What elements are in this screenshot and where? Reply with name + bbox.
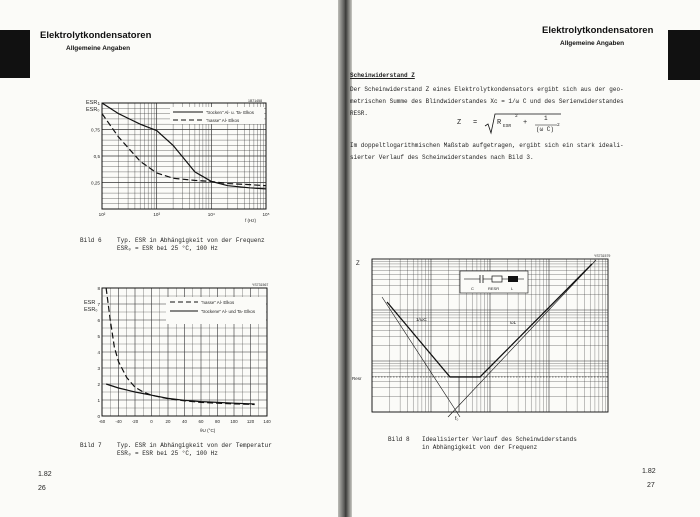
left-page (0, 0, 338, 517)
figure-7-xtick-label: 80 (215, 419, 220, 424)
figure-7-xtick-label: 120 (246, 419, 255, 424)
figure-6-caption-line-2: ESR₀ = ESR bei 25 °C, 100 Hz (117, 245, 218, 252)
paragraph-2-line-2: sierter Verlauf des Scheinwiderstandes nach Bild 3. (350, 154, 534, 161)
formula-term-r-exp: 2 (515, 114, 518, 119)
figure-7-ytick-label: 6 (97, 318, 100, 323)
figure-7-xtick-label: 60 (198, 419, 204, 424)
header-subtitle: Allgemeine Angaben (66, 45, 131, 52)
figure-7-corner-code: YS731567 (252, 283, 269, 287)
figure-8-chart (352, 252, 700, 427)
figure-7-xtick-label: 0 (150, 419, 153, 424)
section-title: Scheinwiderstand Z (350, 72, 415, 79)
paragraph-2-line-1: Im doppeltlogarithmischen Maßstab aufgetragen, ergibt sich ein stark ideali- (350, 142, 624, 149)
figure-7-ylabel-bottom: ESR₀ (84, 307, 98, 313)
figure-6-caption-line-1: Typ. ESR in Abhängigkeit von der Frequenz (117, 237, 265, 244)
figure-6-xtick-label: 10³ (153, 212, 160, 217)
figure-8-label-wl: ωL (510, 320, 517, 325)
figure-6-xtick-label: 10⁴ (207, 212, 215, 217)
figure-6-ylabel-top: ESR (86, 100, 98, 106)
figure-7-xlabel: ϑU (°C) (200, 428, 216, 433)
figure-7-ytick-label: 1 (97, 398, 100, 403)
header-subtitle: Allgemeine Angaben (560, 40, 625, 47)
figure-7-xtick-label: -20 (131, 419, 139, 424)
figure-8-f0-label: f₀ (455, 416, 459, 422)
figure-7-xtick-label: 100 (230, 419, 238, 424)
header-title: Elektrolytkondensatoren (40, 30, 152, 41)
figure-8-caption-line-2: in Abhängigkeit von der Frequenz (422, 444, 538, 451)
figure-6-chart (0, 95, 338, 225)
figure-6-ytick-label: 1 (97, 101, 100, 106)
paragraph-1-line-2: metrischen Summe des Blindwiderstandes Xc = 1/ω C und des Serienwiderstandes (350, 98, 624, 105)
paragraph-1-line-1: Der Scheinwiderstand Z eines Elektrolytkondensators ergibt sich aus der geo- (350, 86, 624, 93)
footer-page-number: 27 (647, 482, 655, 489)
figure-8-label-1-over-wc: 1/ωC (416, 317, 427, 322)
figure-7-legend-label-1: "nasse" Al- Elkos (201, 300, 235, 305)
figure-6-ylabel-bottom: ESR₀ (86, 107, 100, 113)
figure-7-xtick-label: 140 (263, 419, 271, 424)
paragraph-1-line-3: RESR. (350, 110, 369, 117)
figure-8-resr-label: Resr (352, 376, 362, 381)
figure-6-legend-label-1: "trocken" Al- u. Ta- Elkos (206, 110, 254, 115)
figure-6-ytick-label: 0,25 (91, 180, 100, 186)
figure-7-xtick-label: -40 (115, 419, 122, 424)
figure-8-y-label: Z (356, 261, 360, 267)
figure-6-ytick-label: 0,75 (91, 127, 100, 133)
figure-6-caption-label: Bild 6 (80, 237, 102, 244)
formula-denominator: (ω C) (536, 126, 555, 133)
figure-6-legend-label-2: "nasse" Al- Elkos (206, 118, 240, 123)
figure-7-caption-label: Bild 7 (80, 442, 102, 449)
figure-6-corner-code: 1B71458 (248, 99, 263, 103)
figure-7-ytick-label: 2 (97, 382, 100, 387)
figure-7-xtick-label: 40 (182, 419, 187, 424)
formula-numerator: 1 (544, 115, 548, 122)
figure-7-ytick-label: 8 (97, 286, 100, 291)
impedance-formula (457, 112, 577, 136)
figure-8-legend-c: C (471, 286, 474, 291)
figure-7-ytick-label: 0 (97, 414, 100, 419)
thumb-index-tab (668, 30, 700, 80)
figure-7-xtick-label: 20 (165, 419, 171, 424)
figure-7-ytick-label: 3 (97, 366, 100, 371)
figure-7-caption-line-2: ESR₀ = ESR bei 25 °C, 100 Hz (117, 450, 218, 457)
figure-7-ytick-label: 5 (97, 334, 100, 339)
figure-7-chart (0, 280, 338, 440)
figure-8-caption-line-1: Idealisierter Verlauf des Scheinwiderstands (422, 436, 577, 443)
figure-6-ytick-label: 0,5 (93, 154, 100, 159)
header-title: Elektrolytkondensatoren (542, 25, 654, 36)
figure-8-caption-label: Bild 8 (388, 436, 410, 443)
figure-7-xtick-label: -60 (98, 419, 106, 424)
thumb-index-tab (0, 30, 30, 78)
figure-7-ylabel-top: ESR (84, 300, 96, 306)
figure-7-legend-label-2: "trockene" Al- und Ta- Elkos (201, 309, 256, 314)
figure-6-xlabel: f (Hz) (245, 218, 256, 223)
formula-term-r-sub: ESR (503, 124, 512, 129)
formula-plus: + (523, 119, 528, 127)
figure-8-corner-code: YS731579 (594, 254, 611, 258)
formula-term-r: R (497, 119, 502, 127)
figure-7-ytick-label: 7 (97, 302, 100, 307)
formula-denominator-exp: 2 (557, 123, 560, 128)
figure-6-series-wet (102, 114, 266, 186)
formula-equals: = (473, 119, 478, 127)
figure-6-xtick-label: 10⁵ (262, 212, 270, 217)
figure-8-legend-resr: RESR (488, 286, 500, 291)
figure-7-series-dry (106, 384, 255, 404)
footer-page-number: 26 (38, 485, 46, 492)
figure-6-xtick-label: 10² (98, 212, 106, 217)
figure-7-ytick-label: 4 (97, 350, 100, 355)
figure-7-caption-line-1: Typ. ESR in Abhängigkeit von der Temperatur (117, 442, 272, 449)
footer-edition: 1.82 (642, 468, 656, 475)
footer-edition: 1.82 (38, 471, 52, 478)
figure-8-legend-l: L (511, 286, 514, 291)
formula-lhs: Z (457, 119, 462, 127)
right-page (352, 0, 700, 517)
